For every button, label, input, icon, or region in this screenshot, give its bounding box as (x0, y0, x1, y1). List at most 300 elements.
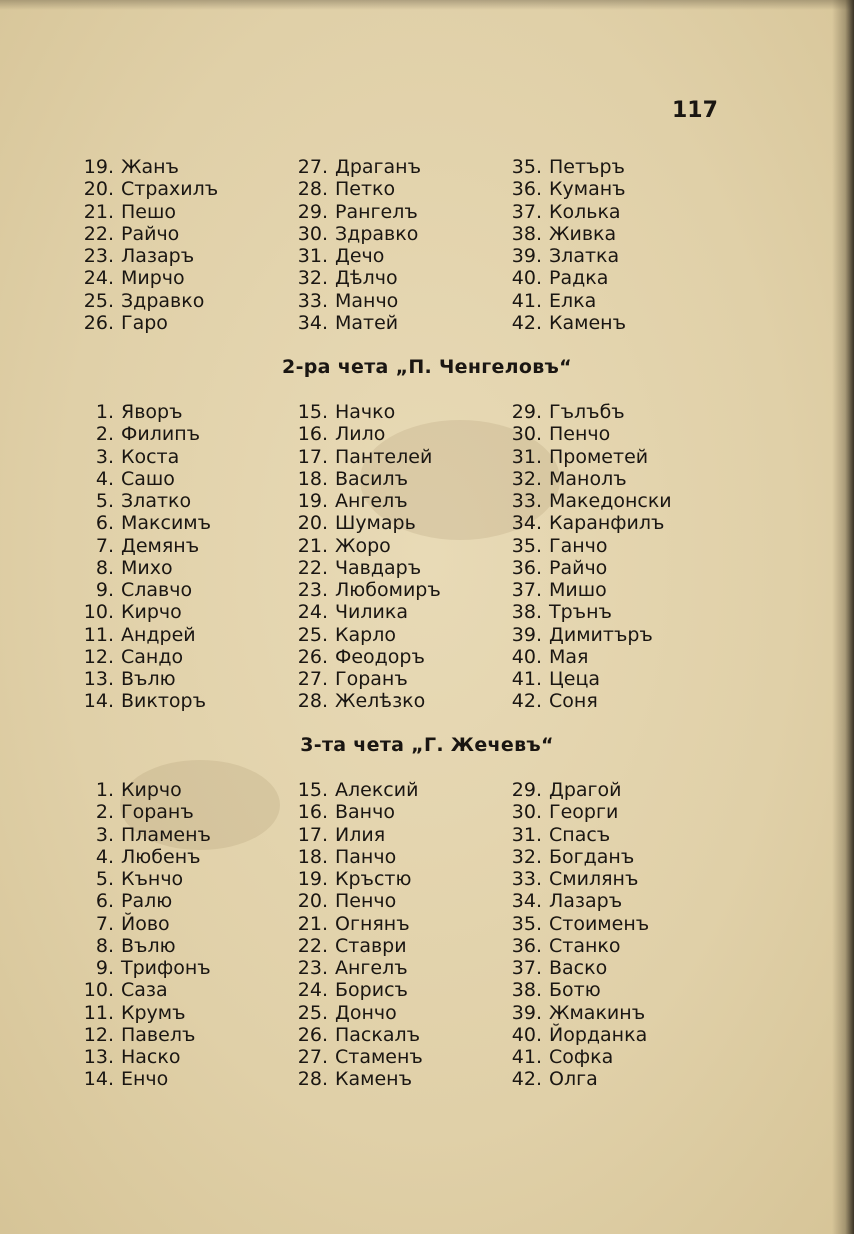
entry-number: 6. (95, 890, 114, 913)
roster-entry (500, 446, 672, 468)
entry-number: 34. (511, 890, 542, 913)
entry-number: 27. (297, 1046, 328, 1068)
entry-name: Феодоръ (335, 645, 425, 668)
roster-entry (500, 290, 626, 312)
entry-name: Любомиръ (335, 579, 441, 601)
roster-column-1 (68, 779, 211, 1091)
entry-number: 25. (297, 623, 328, 646)
roster-entry (500, 868, 649, 890)
entry-name: Кръстю (335, 868, 412, 890)
entry-name: Василъ (335, 467, 409, 490)
roster-entry (286, 312, 421, 334)
entry-number: 36. (511, 934, 542, 957)
entry-number: 41. (511, 668, 542, 690)
entry-number: 35. (511, 912, 542, 935)
roster-entry (500, 223, 626, 245)
entry-number: 3. (95, 823, 114, 846)
roster-entry (286, 1046, 423, 1068)
entry-number: 40. (511, 645, 542, 668)
entry-name: Ангелъ (335, 490, 408, 512)
entry-number: 19. (297, 868, 328, 890)
entry-number: 8. (95, 556, 114, 579)
roster-entry (500, 913, 649, 935)
entry-name: Радка (549, 267, 609, 290)
entry-number: 38. (511, 979, 542, 1002)
entry-name: Борисъ (335, 979, 408, 1002)
entry-number: 37. (511, 200, 542, 223)
roster-entry (286, 668, 441, 690)
entry-name: Здравко (121, 289, 205, 312)
entry-name: Наско (121, 1046, 181, 1068)
entry-number: 5. (95, 490, 114, 512)
entry-name: Панчо (335, 845, 397, 868)
entry-name: Коста (121, 445, 180, 468)
entry-name: Максимъ (121, 512, 212, 535)
entry-name: Трифонъ (121, 957, 211, 979)
entry-number: 36. (511, 556, 542, 579)
roster-entry (500, 1002, 649, 1024)
entry-name: Сандо (121, 645, 184, 668)
roster-entry (286, 957, 423, 979)
entry-name: Македонски (549, 490, 672, 512)
entry-number: 27. (297, 668, 328, 690)
roster-entry (286, 690, 441, 712)
roster-entry (286, 535, 441, 557)
roster-entry (286, 468, 441, 490)
entry-number: 33. (297, 289, 328, 312)
entry-number: 14. (83, 1068, 114, 1091)
roster-entry (500, 890, 649, 912)
entry-number: 21. (297, 912, 328, 935)
page-edge-right (832, 0, 854, 1234)
entry-number: 24. (83, 267, 114, 290)
entry-name: Викторъ (121, 690, 207, 713)
entry-name: Прометей (549, 445, 649, 468)
roster-entry (68, 1046, 211, 1068)
entry-number: 37. (511, 957, 542, 979)
entry-number: 42. (511, 311, 542, 334)
entry-number: 23. (297, 579, 328, 601)
entry-name: Дечо (335, 245, 385, 267)
entry-name: Драгой (549, 779, 622, 801)
entry-name: Гълъбъ (549, 401, 625, 423)
entry-name: Андрей (121, 623, 196, 646)
entry-name: Чилика (335, 601, 408, 624)
roster-entry (286, 579, 441, 601)
entry-name: Филипъ (121, 423, 201, 446)
entry-number: 42. (511, 1068, 542, 1091)
roster-entry (68, 178, 218, 200)
roster-entry (68, 401, 211, 423)
entry-name: Лило (335, 423, 386, 446)
entry-name: Стаменъ (335, 1046, 423, 1068)
entry-name: Ванчо (335, 801, 395, 824)
entry-name: Ставри (335, 934, 407, 957)
entry-number: 14. (83, 690, 114, 713)
roster-entry (286, 1024, 423, 1046)
roster-entry (68, 312, 218, 334)
entry-number: 24. (297, 979, 328, 1002)
entry-name: Любенъ (121, 845, 201, 868)
entry-name: Стоименъ (549, 912, 650, 935)
entry-name: Демянъ (121, 534, 200, 557)
entry-name: Карло (335, 623, 396, 646)
entry-number: 32. (511, 467, 542, 490)
roster-entry (286, 490, 441, 512)
entry-number: 10. (83, 601, 114, 624)
entry-number: 22. (297, 934, 328, 957)
entry-number: 26. (83, 311, 114, 334)
entry-number: 36. (511, 178, 542, 201)
entry-number: 31. (297, 245, 328, 267)
roster-entry (500, 824, 649, 846)
roster-entry (500, 646, 672, 668)
roster-entry (500, 267, 626, 289)
roster-entry (500, 512, 672, 534)
roster-entry (68, 423, 211, 445)
entry-name: Яворъ (121, 401, 183, 423)
roster-entry (68, 624, 211, 646)
entry-name: Дѣлчо (335, 267, 398, 290)
entry-name: Здравко (335, 222, 419, 245)
roster-entry (500, 201, 626, 223)
roster-entry (286, 601, 441, 623)
entry-name: Сашо (121, 467, 175, 490)
entry-number: 20. (297, 512, 328, 535)
entry-number: 16. (297, 801, 328, 824)
roster-entry (286, 868, 423, 890)
roster-column-3 (500, 779, 649, 1091)
entry-name: Славчо (121, 579, 193, 601)
entry-number: 20. (297, 890, 328, 913)
entry-name: Пламенъ (121, 823, 211, 846)
roster-entry (68, 913, 211, 935)
roster-column-3 (500, 401, 672, 713)
roster-entry (286, 1002, 423, 1024)
entry-number: 2. (95, 801, 114, 824)
entry-name: Райчо (121, 222, 180, 245)
entry-number: 28. (297, 178, 328, 201)
entry-number: 13. (83, 668, 114, 690)
entry-name: Матей (335, 311, 399, 334)
entry-name: Кирчо (121, 601, 182, 624)
entry-number: 4. (95, 467, 114, 490)
entry-name: Цеца (549, 668, 601, 690)
entry-number: 27. (297, 156, 328, 178)
roster-entry (68, 490, 211, 512)
roster-entry (500, 312, 626, 334)
entry-name: Лазаръ (121, 245, 195, 267)
entry-name: Енчо (121, 1068, 169, 1091)
entry-number: 2. (95, 423, 114, 446)
entry-number: 24. (297, 601, 328, 624)
roster-entry (286, 846, 423, 868)
roster-entry (500, 401, 672, 423)
roster-entry (286, 1068, 423, 1090)
roster-entry (500, 668, 672, 690)
entry-name: Михо (121, 556, 173, 579)
roster-entry (286, 979, 423, 1001)
roster-entry (68, 446, 211, 468)
roster-entry (286, 446, 441, 468)
entry-name: Ралю (121, 890, 173, 913)
entry-number: 8. (95, 934, 114, 957)
roster-entry (68, 601, 211, 623)
entry-number: 22. (83, 222, 114, 245)
roster-entry (286, 512, 441, 534)
roster-entry (286, 801, 423, 823)
entry-number: 23. (297, 957, 328, 979)
entry-number: 28. (297, 1068, 328, 1091)
entry-number: 19. (83, 156, 114, 178)
entry-number: 7. (95, 534, 114, 557)
entry-number: 5. (95, 868, 114, 890)
roster-entry (286, 201, 421, 223)
entry-name: Димитъръ (549, 623, 653, 646)
entry-number: 33. (511, 868, 542, 890)
entry-number: 39. (511, 623, 542, 646)
entry-name: Васко (549, 957, 608, 979)
roster-entry (68, 267, 218, 289)
entry-name: Жмакинъ (549, 1001, 646, 1024)
entry-name: Пенчо (335, 890, 397, 913)
roster-entry (68, 535, 211, 557)
roster-entry (68, 801, 211, 823)
roster-entry (286, 913, 423, 935)
entry-number: 18. (297, 467, 328, 490)
roster-entry (500, 557, 672, 579)
entry-name: Пенчо (549, 423, 611, 446)
entry-name: Каменъ (549, 311, 627, 334)
entry-number: 9. (95, 579, 114, 601)
entry-number: 22. (297, 556, 328, 579)
entry-name: Каранфилъ (549, 512, 665, 535)
entry-name: Златка (549, 245, 620, 267)
roster-entry (286, 935, 423, 957)
entry-number: 33. (511, 490, 542, 512)
entry-number: 42. (511, 690, 542, 713)
entry-number: 30. (511, 801, 542, 824)
entry-number: 9. (95, 957, 114, 979)
entry-number: 34. (511, 512, 542, 535)
roster-entry (286, 290, 421, 312)
roster-entry (68, 824, 211, 846)
roster-entry (68, 690, 211, 712)
entry-number: 28. (297, 690, 328, 713)
entry-number: 15. (297, 401, 328, 423)
roster-entry (68, 779, 211, 801)
roster-entry (68, 890, 211, 912)
entry-number: 4. (95, 845, 114, 868)
entry-name: Райчо (549, 556, 608, 579)
roster-entry (68, 868, 211, 890)
entry-name: Алексий (335, 779, 419, 801)
entry-name: Страхилъ (121, 178, 219, 201)
section-heading-2: 2-ра чета „П. Ченгеловъ“ (282, 356, 572, 378)
roster-column-1 (68, 156, 218, 334)
roster-entry (286, 890, 423, 912)
roster-column-3 (500, 156, 626, 334)
page-edge-top (0, 0, 854, 10)
roster-entry (68, 1024, 211, 1046)
entry-number: 30. (297, 222, 328, 245)
entry-number: 6. (95, 512, 114, 535)
entry-number: 17. (297, 445, 328, 468)
entry-number: 12. (83, 645, 114, 668)
entry-number: 35. (511, 156, 542, 178)
entry-number: 31. (511, 445, 542, 468)
entry-name: Манолъ (549, 467, 627, 490)
entry-name: Елка (549, 289, 597, 312)
roster-entry (286, 423, 441, 445)
roster-entry (286, 401, 441, 423)
entry-number: 1. (95, 779, 114, 801)
entry-number: 39. (511, 1001, 542, 1024)
entry-name: Йово (121, 912, 170, 935)
entry-number: 13. (83, 1046, 114, 1068)
entry-number: 3. (95, 445, 114, 468)
entry-number: 21. (297, 534, 328, 557)
entry-name: Дончо (335, 1001, 397, 1024)
entry-name: Манчо (335, 289, 399, 312)
entry-name: Петъръ (549, 156, 625, 178)
entry-number: 26. (297, 645, 328, 668)
entry-name: Мая (549, 645, 589, 668)
roster-entry (286, 156, 421, 178)
roster-entry (286, 223, 421, 245)
roster-entry (286, 245, 421, 267)
entry-number: 32. (511, 845, 542, 868)
entry-number: 39. (511, 245, 542, 267)
roster-entry (286, 624, 441, 646)
entry-name: Начко (335, 401, 396, 423)
entry-number: 1. (95, 401, 114, 423)
entry-number: 40. (511, 267, 542, 290)
roster-entry (286, 267, 421, 289)
roster-column-2 (286, 779, 423, 1091)
roster-entry (500, 779, 649, 801)
section-heading-3: 3-та чета „Г. Жечевъ“ (300, 734, 554, 756)
entry-number: 25. (297, 1001, 328, 1024)
roster-entry (68, 668, 211, 690)
entry-name: Петко (335, 178, 396, 201)
roster-entry (68, 935, 211, 957)
roster-entry (500, 1024, 649, 1046)
entry-name: Драганъ (335, 156, 422, 178)
entry-name: Илия (335, 823, 386, 846)
entry-name: Павелъ (121, 1023, 196, 1046)
entry-name: Живка (549, 222, 617, 245)
entry-number: 35. (511, 534, 542, 557)
entry-number: 20. (83, 178, 114, 201)
roster-entry (68, 468, 211, 490)
entry-name: Богданъ (549, 845, 635, 868)
roster-entry (500, 245, 626, 267)
entry-number: 29. (511, 401, 542, 423)
roster-entry (500, 979, 649, 1001)
entry-name: Мирчо (121, 267, 185, 290)
entry-number: 41. (511, 289, 542, 312)
entry-name: Кирчо (121, 779, 182, 801)
entry-number: 40. (511, 1023, 542, 1046)
entry-number: 38. (511, 601, 542, 624)
entry-name: Горанъ (121, 801, 194, 824)
entry-name: Ангелъ (335, 957, 408, 979)
roster-entry (68, 957, 211, 979)
entry-number: 29. (511, 779, 542, 801)
entry-name: Станко (549, 934, 621, 957)
roster-entry (500, 601, 672, 623)
roster-entry (68, 557, 211, 579)
entry-name: Смилянъ (549, 868, 639, 890)
entry-number: 17. (297, 823, 328, 846)
entry-name: Шумарь (335, 512, 416, 535)
roster-column-2 (286, 156, 421, 334)
entry-name: Олга (549, 1068, 598, 1091)
entry-number: 29. (297, 200, 328, 223)
entry-number: 15. (297, 779, 328, 801)
entry-name: Вълю (121, 668, 176, 690)
entry-name: Пешо (121, 200, 176, 223)
entry-name: Трънъ (549, 601, 612, 624)
entry-number: 37. (511, 579, 542, 601)
roster-entry (68, 646, 211, 668)
entry-name: Пантелей (335, 445, 433, 468)
entry-number: 30. (511, 423, 542, 446)
entry-name: Кънчо (121, 868, 184, 890)
roster-entry (68, 156, 218, 178)
entry-name: Каменъ (335, 1068, 413, 1091)
roster-entry (500, 690, 672, 712)
entry-number: 25. (83, 289, 114, 312)
roster-entry (500, 535, 672, 557)
entry-name: Огнянъ (335, 912, 410, 935)
roster-entry (68, 201, 218, 223)
roster-entry (68, 1068, 211, 1090)
roster-entry (500, 935, 649, 957)
entry-name: Жанъ (121, 156, 179, 178)
roster-entry (286, 779, 423, 801)
entry-number: 38. (511, 222, 542, 245)
entry-number: 41. (511, 1046, 542, 1068)
entry-name: Саза (121, 979, 168, 1002)
roster-column-1 (68, 401, 211, 713)
roster-entry (500, 624, 672, 646)
entry-name: Горанъ (335, 668, 408, 690)
roster-column-2 (286, 401, 441, 713)
roster-entry (286, 178, 421, 200)
roster-entry (68, 512, 211, 534)
entry-name: Крумъ (121, 1001, 186, 1024)
roster-entry (500, 579, 672, 601)
roster-entry (68, 223, 218, 245)
entry-number: 23. (83, 245, 114, 267)
roster-entry (500, 1068, 649, 1090)
entry-name: Златко (121, 490, 192, 512)
roster-entry (68, 245, 218, 267)
entry-name: Спасъ (549, 823, 611, 846)
entry-number: 12. (83, 1023, 114, 1046)
entry-number: 19. (297, 490, 328, 512)
entry-name: Софка (549, 1046, 614, 1068)
roster-entry (68, 290, 218, 312)
entry-name: Соня (549, 690, 598, 713)
roster-entry (286, 646, 441, 668)
entry-name: Георги (549, 801, 619, 824)
roster-entry (500, 490, 672, 512)
entry-name: Йорданка (549, 1023, 648, 1046)
roster-entry (500, 801, 649, 823)
